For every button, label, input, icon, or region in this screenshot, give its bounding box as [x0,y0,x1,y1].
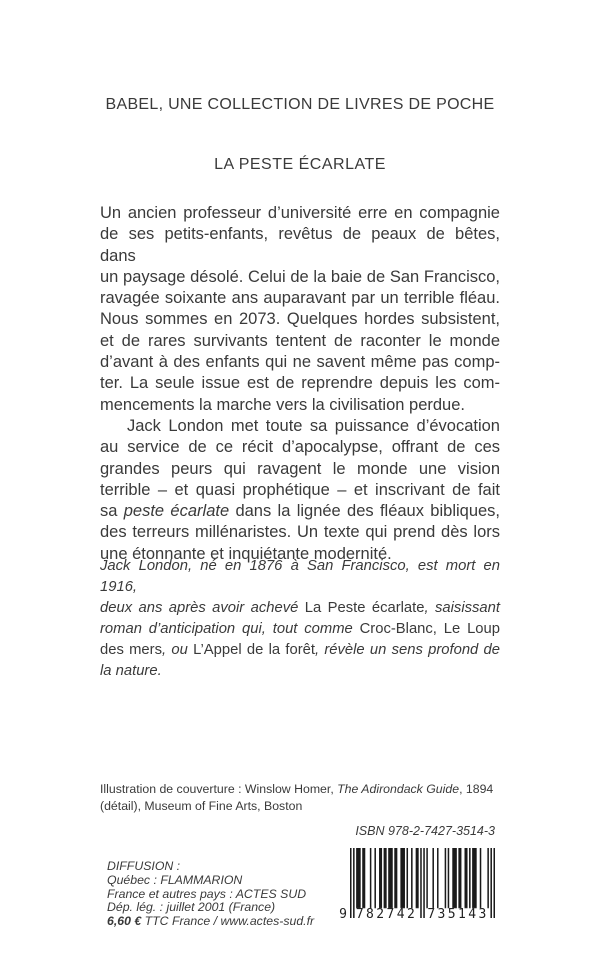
text-segment: France et autres pays : ACTES SUD [107,886,307,901]
text-segment: Illustration de couverture : Winslow Homer, [100,782,338,796]
text-segment: 6,60 € [107,914,142,929]
text-segment: terrible – et quasi prophétique – et inscrivant de fait [100,480,500,499]
text-line [100,781,540,798]
synopsis-para1 [100,203,500,416]
text-segment: L’Appel de la forêt [193,642,315,658]
text-segment: Québec : FLAMMARION [107,872,243,887]
cover-illustration-credit [100,781,540,814]
text-segment: Dép. lég. : juillet 2001 (France) [107,900,276,915]
text-segment: , saisissant [424,600,500,616]
text-segment: TTC France / www.actes-sud.fr [141,914,315,929]
isbn-label: ISBN 978-2-7427-3514-3 [355,824,495,838]
text-segment: des terreurs millénaristes. Un texte qui prend dès lors [100,523,500,542]
text-segment: Un ancien professeur d’université erre en compagnie [100,204,500,222]
text-segment: The Adirondack Guide [337,782,460,796]
text-segment: , ou [162,642,194,658]
text-segment: une étonnante et inquiétante modernité. [100,544,392,563]
text-segment: Nous sommes en 2073. Quelques hordes subsistent, [100,310,500,329]
text-segment: des mers [100,642,162,658]
text-line [100,501,500,522]
text-segment: peste écarlate [123,502,230,521]
text-line [100,203,500,224]
text-line [100,459,500,480]
text-segment: et de rares survivants tentent de raconter le monde [100,331,500,350]
text-segment: mencements la marche vers la civilisation perdue. [100,395,465,414]
text-line [100,437,500,458]
text-line [100,352,500,373]
barcode-digits-group2: 735143 [427,907,489,922]
book-title: LA PESTE ÉCARLATE [214,156,386,173]
text-line [100,661,500,682]
collection-name: BABEL, UNE COLLECTION DE LIVRES DE POCHE [105,96,495,113]
text-line [100,395,500,416]
synopsis [100,203,500,565]
text-segment: dans la lignée des fléaux bibliques, [229,502,501,521]
text-segment: de ses petits-enfants, revêtus de peaux de bêtes, dans [100,225,500,265]
text-segment: roman d’anticipation qui, tout comme [100,621,360,637]
text-line [100,373,500,394]
text-segment: , 1894 [459,782,494,796]
text-line [100,309,500,330]
text-segment: Jack London, né en 1876 à San Francisco, est mort en 1916, [100,558,500,595]
text-line [100,288,500,309]
text-segment: deux ans après avoir achevé [100,600,305,616]
text-line [100,598,500,619]
text-segment: au service de ce récit d’apocalypse, offrant de ces [100,438,500,457]
text-segment: (détail), Museum of Fine Arts, Boston [100,798,303,813]
text-line [100,331,500,352]
text-segment: d’avant à des enfants qui ne savent même pas comp- [100,353,500,372]
text-line [100,619,500,640]
text-segment: la nature. [100,663,162,679]
text-line [100,480,500,501]
text-segment: Croc-Blanc, Le Loup [359,621,500,637]
text-segment: sa [100,502,124,521]
text-segment: La Peste écarlate [304,600,425,616]
text-line [100,640,500,661]
author-bio [100,556,500,682]
barcode-digits-group1: 782742 [355,907,418,922]
text-segment: un paysage désolé. Celui de la baie de San Francisco, [100,267,500,286]
text-segment: Jack London met toute sa puissance d’évocation [127,416,500,435]
barcode [334,846,496,934]
text-line [100,416,500,437]
text-segment: grandes peurs qui ravagent le monde une vision [100,459,500,478]
text-line [100,798,540,815]
text-line [100,556,500,598]
text-line [100,224,500,267]
text-segment: DIFFUSION : [107,859,181,873]
text-line [100,522,500,543]
synopsis-para2 [100,416,500,565]
text-segment: ravagée soixante ans auparavant par un terrible fléau. [100,289,500,308]
text-segment: ter. La seule issue est de reprendre depuis les com- [100,374,500,393]
barcode-digit-left: 9 [339,907,347,922]
text-line [100,267,500,288]
text-segment: , révèle un sens profond de [314,642,500,658]
